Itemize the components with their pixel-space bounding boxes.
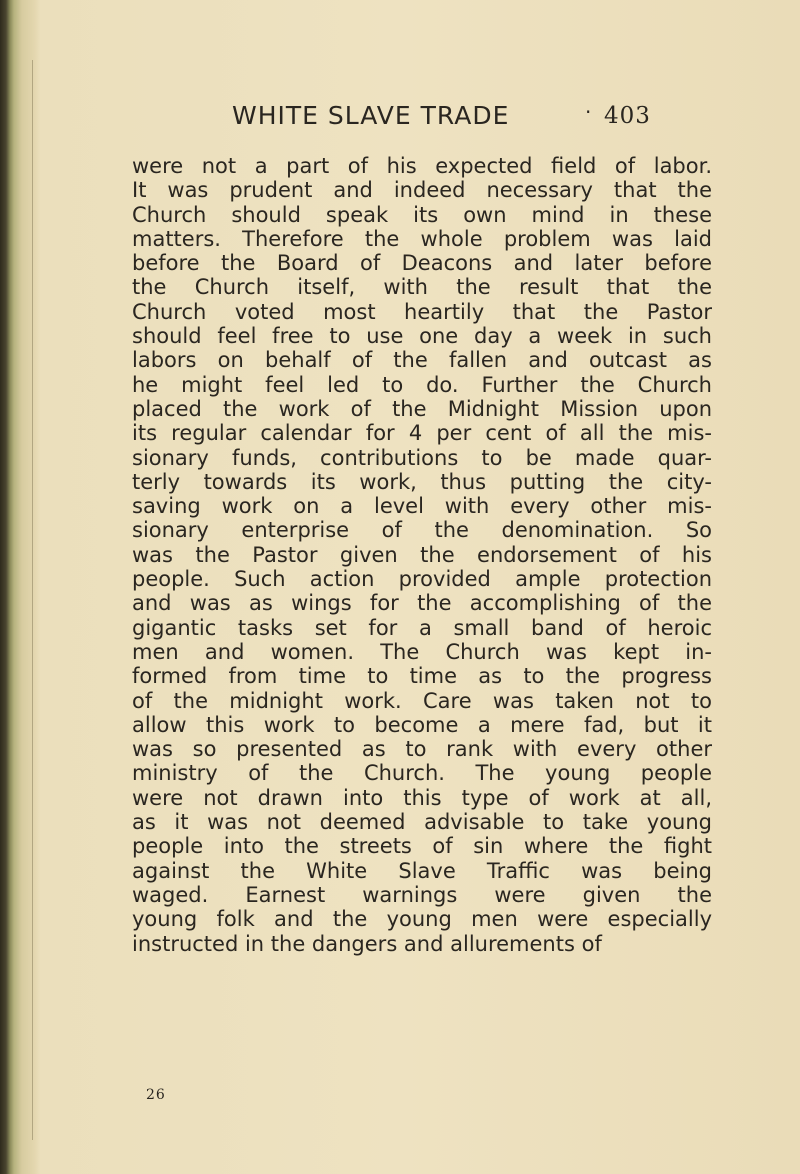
text-line: allow this work to become a mere fad, but it	[132, 712, 712, 737]
gutter-fold-line	[32, 60, 33, 1140]
text-line: the Church itself, with the result that the	[132, 275, 712, 300]
text-line: gigantic tasks set for a small band of heroic	[132, 615, 712, 640]
text-line: matters. Therefore the whole problem was laid	[132, 226, 712, 251]
text-line: against the White Slave Traffic was being	[132, 858, 712, 883]
text-line: its regular calendar for 4 per cent of all the mis-	[132, 421, 712, 446]
text-line: was the Pastor given the endorsement of his	[132, 542, 712, 567]
running-head	[232, 101, 652, 137]
text-line: should feel free to use one day a week in such	[132, 324, 712, 349]
text-line: instructed in the dangers and allurements of	[132, 931, 602, 956]
text-line: young folk and the young men were especially	[132, 907, 712, 932]
book-gutter-shadow	[0, 0, 40, 1174]
text-line: sionary enterprise of the denomination. So	[132, 518, 712, 543]
text-line: and was as wings for the accomplishing of the	[132, 591, 712, 616]
text-line: ministry of the Church. The young people	[132, 761, 712, 786]
body-text	[132, 154, 712, 956]
text-line: was so presented as to rank with every other	[132, 737, 712, 762]
text-line: sionary funds, contributions to be made quar-	[132, 445, 712, 470]
text-line: placed the work of the Midnight Mission upon	[132, 396, 712, 421]
text-line: were not a part of his expected field of labor.	[132, 154, 712, 178]
text-line: waged. Earnest warnings were given the	[132, 882, 712, 907]
running-head-separator: ·	[585, 100, 593, 124]
text-line: It was prudent and indeed necessary that the	[132, 178, 712, 203]
text-line: men and women. The Church was kept in-	[132, 639, 712, 664]
text-line: labors on behalf of the fallen and outcast as	[132, 348, 712, 373]
text-line: Church should speak its own mind in these	[132, 202, 712, 227]
text-line: of the midnight work. Care was taken not to	[132, 688, 712, 713]
text-line: terly towards its work, thus putting the city-	[132, 469, 712, 494]
text-line: before the Board of Deacons and later before	[132, 251, 712, 276]
text-line: Church voted most heartily that the Pastor	[132, 299, 712, 324]
text-line: saving work on a level with every other mis-	[132, 494, 712, 519]
text-line: formed from time to time as to the progress	[132, 664, 712, 689]
running-head-title: WHITE SLAVE TRADE	[232, 101, 510, 130]
text-line: people. Such action provided ample protection	[132, 567, 712, 592]
text-line: people into the streets of sin where the fight	[132, 834, 712, 859]
text-line: he might feel led to do. Further the Church	[132, 372, 712, 397]
signature-mark: 26	[146, 1087, 166, 1103]
text-line: as it was not deemed advisable to take young	[132, 810, 712, 835]
text-line: were not drawn into this type of work at all,	[132, 785, 712, 810]
page-number: 403	[604, 103, 651, 129]
